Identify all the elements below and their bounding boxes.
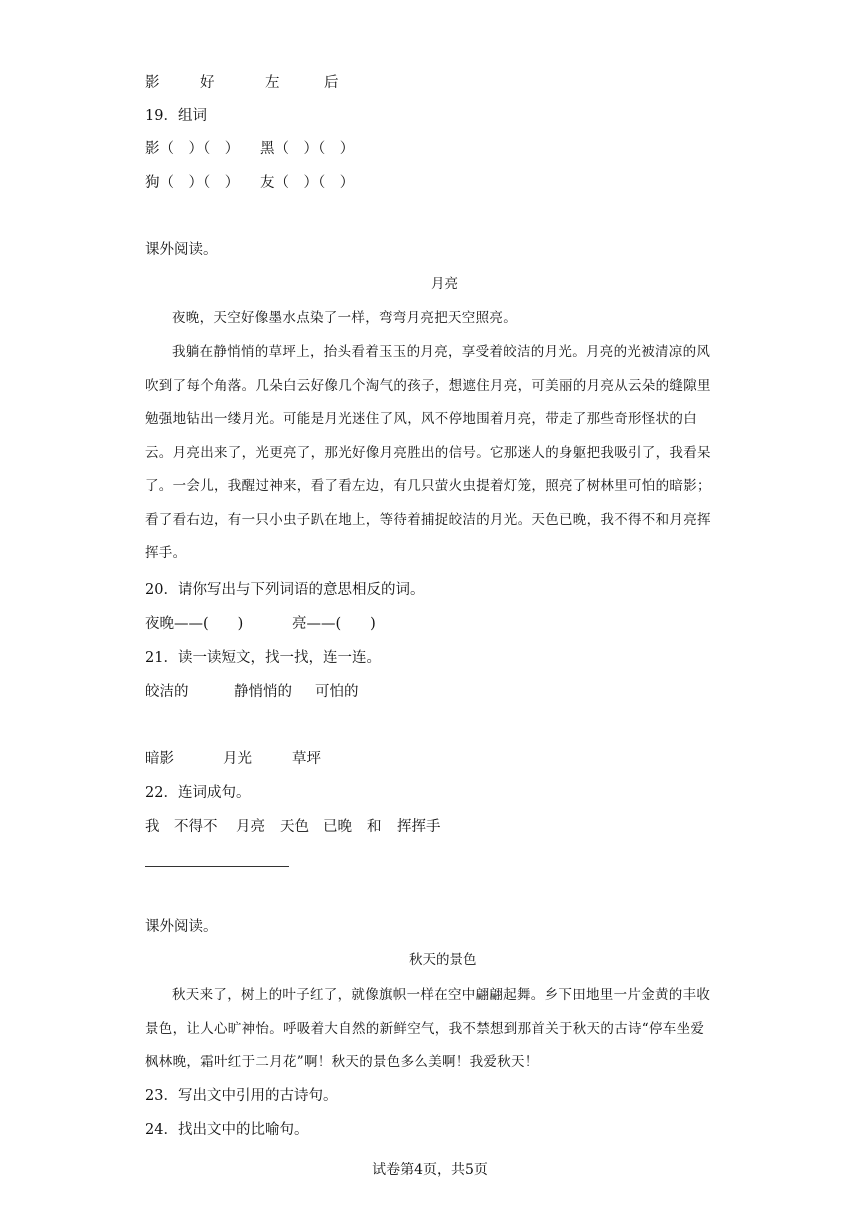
q19-item: 黑（ ）（ ） xyxy=(260,141,355,157)
q21-word: 静悄悄的 xyxy=(234,684,292,700)
q24-title: 24．找出文中的比喻句。 xyxy=(145,1122,309,1138)
q22-title: 22．连词成句。 xyxy=(145,785,251,801)
reading2-title: 秋天的景色 xyxy=(409,952,477,968)
reading1-title: 月亮 xyxy=(431,276,458,292)
q22-word: 月亮 xyxy=(236,819,265,835)
reading2-label: 课外阅读。 xyxy=(145,919,218,935)
q22-word: 天色 xyxy=(280,819,309,835)
q19-item: 狗（ ）（ ） xyxy=(145,175,240,191)
q19-item: 影（ ）（ ） xyxy=(145,141,240,157)
q22-word: 我 xyxy=(145,819,160,835)
q21-title: 21．读一读短文，找一找，连一连。 xyxy=(145,650,381,666)
q22-word: 不得不 xyxy=(174,819,218,835)
char-1: 影 xyxy=(145,75,160,91)
q23-title: 23．写出文中引用的古诗句。 xyxy=(145,1088,338,1104)
q21-word: 皎洁的 xyxy=(145,684,189,700)
char-2: 好 xyxy=(200,75,215,91)
q20-item: 夜晚——( ) xyxy=(145,616,244,632)
char-3: 左 xyxy=(265,75,280,91)
q20-item: 亮——( ) xyxy=(292,616,376,632)
q21-word: 草坪 xyxy=(292,751,321,767)
q19-item: 友（ ）（ ） xyxy=(260,175,355,191)
reading1-para2: 我躺在静悄悄的草坪上，抬头看着玉玉的月亮，享受着皎洁的月光。月亮的光被清凉的风吹到了每个角落。几朵白云好像几个淘气的孩子，想遮住月亮，可美丽的月亮从云朵的缝隙里勉强地钻出一缕月光。可能是月光迷住了风，风不停地围着月亮，带走了那些奇形怪状的白云。月亮出来了，光更亮了，那光好像月亮胜出的信号。它那迷人的身躯把我吸引了，我看呆了。一会儿，我醒过神来，看了看左边，有几只萤火虫提着灯笼，照亮了树林里可怕的暗影；看了看右边，有一只小虫子趴在地上，等待着捕捉皎洁的月光。天色已晚，我不得不和月亮挥挥手。 xyxy=(145,344,711,561)
q21-word: 月光 xyxy=(223,751,252,767)
q22-word: 挥挥手 xyxy=(397,819,441,835)
q22-word: 已晚 xyxy=(323,819,352,835)
q22-word: 和 xyxy=(367,819,382,835)
q21-word: 暗影 xyxy=(145,751,174,767)
reading1-para1: 夜晚，天空好像墨水点染了一样，弯弯月亮把天空照亮。 xyxy=(172,310,517,326)
answer-line xyxy=(145,866,289,867)
q20-title: 20．请你写出与下列词语的意思相反的词。 xyxy=(145,582,425,598)
q21-word: 可怕的 xyxy=(315,684,359,700)
char-4: 后 xyxy=(324,75,339,91)
reading1-label: 课外阅读。 xyxy=(145,242,218,258)
reading2-para: 秋天来了，树上的叶子红了，就像旗帜一样在空中翩翩起舞。乡下田地里一片金黄的丰收景色，让人心旷神怡。呼吸着大自然的新鲜空气，我不禁想到那首关于秋天的古诗“停车坐爱枫林晚，霜叶红于二月花”啊！秋天的景色多么美啊！我爱秋天！ xyxy=(145,987,711,1070)
page-footer: 试卷第4页，共5页 xyxy=(372,1162,488,1178)
q19-title: 19．组词 xyxy=(145,108,207,124)
